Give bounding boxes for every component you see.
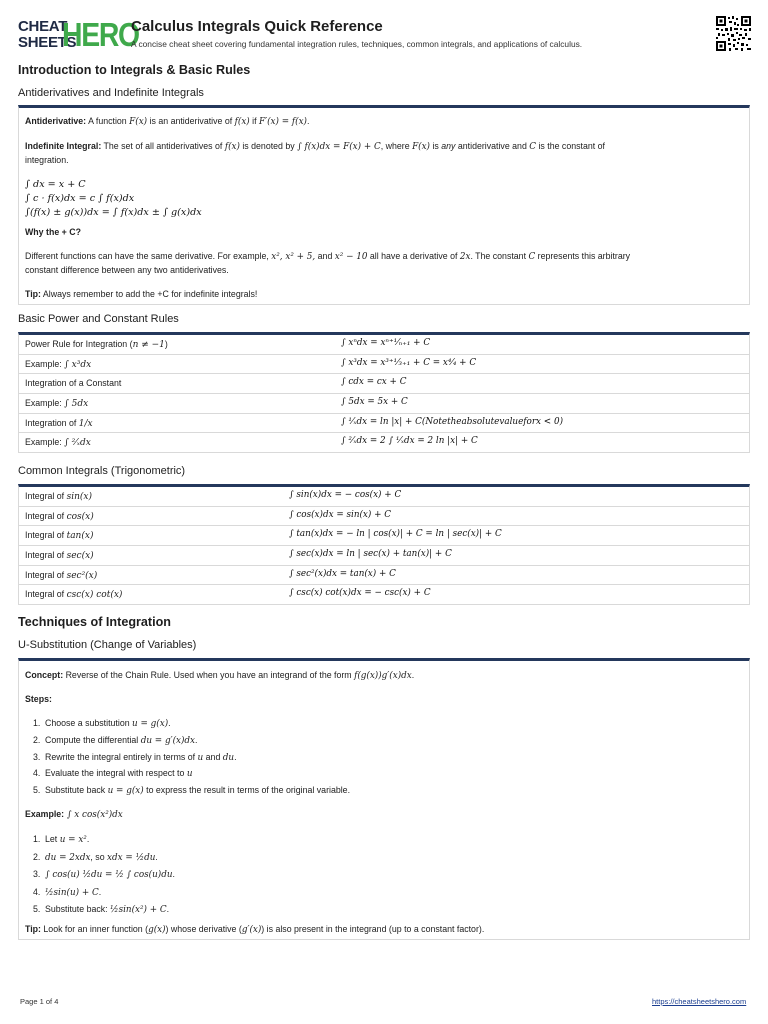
- page-number: Page 1 of 4: [20, 997, 59, 1006]
- step-math: u: [186, 769, 193, 780]
- rule-label: [25, 589, 122, 600]
- section-heading-intro: Introduction to Integrals & Basic Rules: [18, 63, 251, 77]
- subsection-heading-trig: Common Integrals (Trigonometric): [18, 465, 186, 477]
- step-math: ½sin(u) + C: [45, 887, 99, 898]
- rule-label: [25, 418, 93, 429]
- rule-formula: ∫ x³dx = x³⁺¹⁄₃₊₁ + C = x⁴⁄₄ + C: [341, 357, 477, 368]
- rule-formula: ∫ tan(x)dx = − ln | cos(x)| + C = ln | sec(x)| + C: [289, 529, 502, 540]
- text: .: [411, 670, 415, 680]
- math: f(x): [234, 117, 250, 127]
- list-number: 4.: [33, 768, 41, 779]
- step-text: and: [203, 751, 223, 762]
- rule-label: [25, 570, 97, 581]
- label-math: tan(x): [66, 531, 94, 542]
- step-text: Rewrite the integral entirely in terms of: [45, 751, 198, 762]
- label-text: Example:: [25, 398, 65, 409]
- rule-label: [25, 491, 92, 502]
- rule-formula: ∫ cdx = cx + C: [341, 377, 407, 388]
- list-item: [33, 866, 175, 884]
- why-plus-c-explanation: [25, 250, 741, 277]
- text: constant difference between any two antiderivatives.: [25, 265, 229, 275]
- rule-formula: ∫ csc(x) cot(x)dx = − csc(x) + C: [289, 588, 431, 599]
- label-math: sin(x): [66, 492, 92, 502]
- math: F′(x) = f(x): [259, 117, 307, 127]
- list-number: 5.: [33, 785, 41, 796]
- step-math: xdx = ½du: [107, 852, 156, 863]
- list-item: [33, 849, 175, 867]
- rule-formula: ∫ ¹⁄ₓdx = ln |x| + C(Notetheabsolutevalueforx < 0): [341, 416, 564, 427]
- logo-sheets-text: SHEETS: [18, 34, 77, 51]
- step-math: ½sin(x²) + C: [110, 905, 167, 916]
- rule-label: [25, 398, 88, 409]
- step-math: du: [222, 752, 235, 763]
- text: all have a derivative of: [367, 251, 460, 261]
- math: x² − 10: [334, 252, 368, 262]
- label-text: Integral of: [25, 510, 67, 521]
- step-text: Choose a substitution: [45, 718, 133, 728]
- table-row: [19, 433, 749, 453]
- rule-label: [25, 339, 168, 350]
- math: 2x: [459, 252, 471, 262]
- tip-label: Tip:: [25, 924, 41, 934]
- step-math: du = 2xdx: [45, 852, 91, 863]
- list-item: [33, 884, 175, 902]
- indefinite-integral-definition: [25, 140, 741, 167]
- step-text: Substitute back:: [45, 904, 111, 915]
- math: F(x): [412, 142, 430, 152]
- step-math: u = g(x): [132, 719, 169, 729]
- label-text: Example:: [25, 358, 65, 369]
- table-row: [19, 585, 749, 605]
- steps-heading: Steps:: [25, 694, 52, 704]
- formula-constant-multiple: ∫ c · f(x)dx = c ∫ f(x)dx: [25, 193, 135, 204]
- list-item: [33, 733, 350, 750]
- label-math: 1/x: [78, 418, 93, 429]
- table-row: [19, 355, 749, 375]
- math: C: [528, 252, 536, 262]
- step-text: .: [98, 886, 102, 897]
- list-number: 4.: [33, 886, 41, 897]
- rule-label: [25, 359, 91, 370]
- logo-cheat-text: CHEAT: [18, 18, 68, 35]
- table-row: [19, 374, 749, 394]
- cheatsheetshero-logo[interactable]: [18, 16, 139, 53]
- table-row: [19, 507, 749, 527]
- subsection-heading-antiderivatives: Antiderivatives and Indefinite Integrals: [18, 87, 204, 99]
- list-number: 2.: [33, 734, 41, 745]
- rule-label: [25, 550, 94, 561]
- formula-sum-rule: ∫(f(x) ± g(x))dx = ∫ f(x)dx ± ∫ g(x)dx: [25, 207, 202, 218]
- why-plus-c-heading: Why the + C?: [25, 227, 81, 237]
- math: ∫ x cos(x²)dx: [64, 810, 123, 820]
- subsection-heading-power-rules: Basic Power and Constant Rules: [18, 313, 179, 325]
- label-math: sec(x): [66, 551, 94, 562]
- indefinite-integral-label: Indefinite Integral:: [25, 141, 102, 151]
- step-text: , so: [90, 851, 108, 862]
- section-heading-techniques: Techniques of Integration: [18, 615, 171, 629]
- label-text: Integral of: [25, 491, 67, 501]
- antiderivatives-card: [18, 105, 750, 305]
- step-text: .: [155, 851, 158, 862]
- text: .: [307, 116, 310, 126]
- qr-code-icon[interactable]: [716, 16, 751, 51]
- text: . The constant: [470, 251, 529, 261]
- label-math: csc(x) cot(x): [66, 590, 123, 601]
- concept-label: Concept:: [25, 670, 64, 680]
- text: integration.: [25, 155, 69, 165]
- rule-formula: ∫ cos(x)dx = sin(x) + C: [289, 509, 392, 520]
- trig-integrals-table: [18, 484, 750, 605]
- text: represents this arbitrary: [535, 251, 631, 261]
- text: Look for an inner function (: [40, 924, 149, 934]
- step-text: Compute the differential: [45, 734, 141, 745]
- text: antiderivative and: [455, 141, 530, 151]
- math: x², x² + 5,: [271, 252, 316, 262]
- rule-formula: ∫ sec²(x)dx = tan(x) + C: [289, 568, 396, 579]
- math: C: [529, 142, 537, 152]
- label-math: sec²(x): [66, 570, 98, 581]
- logo-hero-text: HERO: [62, 16, 139, 53]
- text: is an antiderivative of: [147, 116, 235, 126]
- label-text: ): [164, 339, 168, 349]
- rule-formula: ∫ ²⁄ₓdx = 2 ∫ ¹⁄ₓdx = 2 ln |x| + C: [341, 436, 478, 447]
- label-text: Integral of: [25, 589, 67, 600]
- list-item: [33, 901, 175, 919]
- text: is denoted by: [239, 141, 298, 151]
- text: , where: [380, 141, 413, 151]
- rule-label: [25, 511, 94, 522]
- step-math: u: [197, 752, 204, 763]
- label-math: cos(x): [66, 511, 94, 522]
- math: ∫ f(x)dx = F(x) + C: [297, 142, 381, 152]
- step-text: .: [168, 718, 171, 728]
- antiderivative-label: Antiderivative:: [25, 116, 87, 126]
- tip-text: Always remember to add the +C for indefinite integrals!: [40, 289, 258, 299]
- math: f(g(x))g′(x)dx: [354, 671, 412, 681]
- list-item: [33, 783, 350, 800]
- step-text: .: [234, 751, 237, 762]
- table-row: [19, 487, 749, 507]
- label-text: Integration of: [25, 417, 79, 428]
- list-number: 1.: [33, 718, 41, 728]
- antiderivative-definition: [25, 115, 741, 129]
- list-item: [33, 766, 350, 783]
- rule-label: [25, 437, 91, 448]
- u-substitution-card: [18, 658, 750, 940]
- label-math: ∫ ²⁄ₓdx: [64, 438, 91, 449]
- step-text: to express the result in terms of the original variable.: [143, 785, 351, 796]
- rule-formula: ∫ sin(x)dx = − cos(x) + C: [289, 490, 402, 500]
- step-math: u = g(x): [107, 786, 144, 797]
- text-emphasis: any: [441, 141, 456, 151]
- math: g′(x): [241, 925, 262, 935]
- text: Different functions can have the same derivative. For example,: [25, 251, 272, 261]
- list-number: 3.: [33, 869, 41, 880]
- text: The set of all antiderivatives of: [101, 141, 225, 151]
- step-text: .: [166, 904, 170, 915]
- math: f(x): [224, 142, 240, 152]
- example-steps-list: [33, 831, 175, 919]
- table-row: [19, 335, 749, 355]
- list-item: [33, 716, 350, 733]
- rule-label: [25, 378, 121, 388]
- text: if: [249, 116, 260, 126]
- example-label: Example:: [25, 809, 65, 819]
- step-text: .: [172, 869, 175, 880]
- text: Reverse of the Chain Rule. Used when you have an integrand of the form: [63, 670, 355, 680]
- table-row: [19, 414, 749, 434]
- document-title: Calculus Integrals Quick Reference: [131, 18, 383, 35]
- text: is the constant of: [536, 141, 605, 151]
- u-sub-steps-list: [33, 716, 350, 800]
- table-row: [19, 546, 749, 566]
- label-text: Example:: [25, 437, 65, 448]
- page-header: [18, 14, 752, 54]
- list-item: [33, 831, 175, 849]
- tip-plus-c: [25, 288, 741, 301]
- text: A function: [86, 116, 130, 126]
- label-math: ∫ x³dx: [64, 359, 92, 370]
- formula-integral-dx: ∫ dx = x + C: [25, 179, 86, 190]
- list-number: 5.: [33, 904, 41, 915]
- step-math: u = x²: [59, 835, 87, 845]
- step-text: .: [195, 734, 198, 745]
- power-rules-table: [18, 332, 750, 453]
- document-subtitle: A concise cheat sheet covering fundamental integration rules, techniques, common integrals, and applications of calculus.: [131, 39, 583, 49]
- text: ) whose derivative (: [165, 924, 242, 934]
- text: ) is also present in the integrand (up to a constant factor).: [261, 924, 485, 934]
- rule-formula: ∫ xⁿdx = xⁿ⁺¹⁄ₙ₊₁ + C: [341, 338, 431, 348]
- step-text: Evaluate the integral with respect to: [45, 768, 187, 779]
- subsection-heading-u-substitution: U-Substitution (Change of Variables): [18, 639, 197, 651]
- tip-label: Tip:: [25, 289, 41, 299]
- step-text: .: [86, 834, 90, 844]
- list-number: 1.: [33, 834, 41, 844]
- table-row: [19, 566, 749, 586]
- label-text: Integration of a Constant: [25, 378, 122, 389]
- text: and: [315, 251, 335, 261]
- list-item: [33, 750, 350, 767]
- rule-label: [25, 530, 93, 541]
- list-number: 2.: [33, 851, 41, 862]
- table-row: [19, 394, 749, 414]
- step-text: Substitute back: [45, 785, 108, 796]
- example-heading: [25, 808, 741, 822]
- label-math: n ≠ −1: [132, 340, 165, 350]
- math: F(x): [129, 117, 148, 127]
- u-sub-concept: [25, 669, 741, 683]
- step-math: ∫ cos(u) ½du = ½ ∫ cos(u)du: [45, 870, 173, 881]
- label-math: ∫ 5dx: [64, 399, 89, 410]
- site-link[interactable]: https://cheatsheetshero.com: [652, 997, 747, 1006]
- list-number: 3.: [33, 751, 41, 762]
- label-text: Integral of: [25, 550, 67, 561]
- u-sub-tip: [25, 923, 741, 937]
- label-text: Power Rule for Integration (: [25, 339, 133, 349]
- rule-formula: ∫ sec(x)dx = ln | sec(x) + tan(x)| + C: [289, 549, 452, 560]
- step-text: Let: [45, 834, 60, 844]
- math: g(x): [148, 925, 166, 935]
- label-text: Integral of: [25, 569, 67, 580]
- text: is: [430, 141, 442, 151]
- step-math: du = g′(x)dx: [140, 735, 195, 746]
- table-row: [19, 526, 749, 546]
- rule-formula: ∫ 5dx = 5x + C: [341, 397, 408, 408]
- label-text: Integral of: [25, 530, 67, 541]
